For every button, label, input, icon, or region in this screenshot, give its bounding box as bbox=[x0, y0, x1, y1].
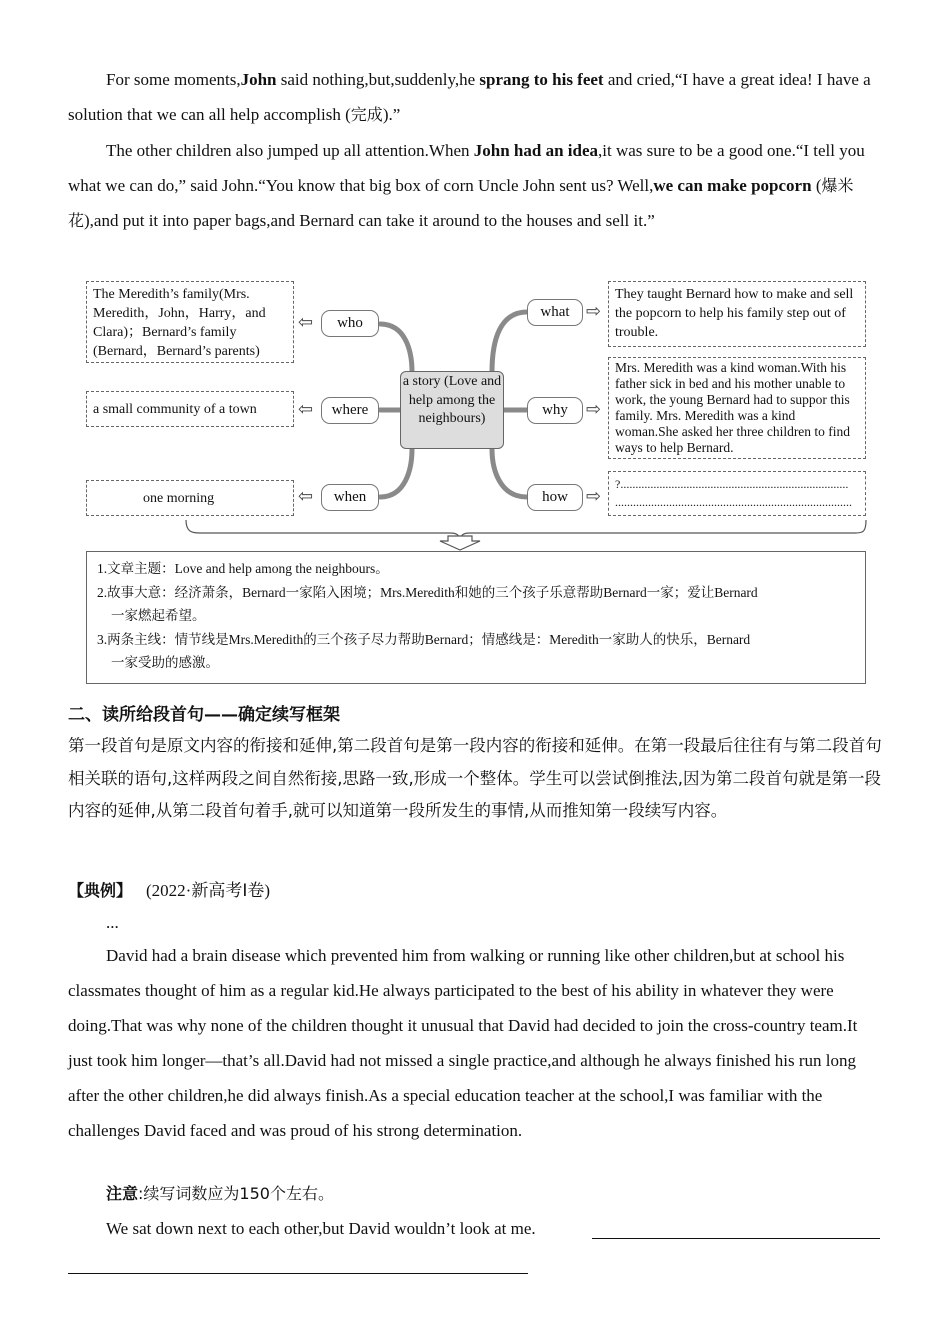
answer-line-1[interactable] bbox=[592, 1238, 880, 1239]
when-box: one morning bbox=[86, 480, 294, 516]
passage-paragraph-1: For some moments,John said nothing,but,suddenly,he sprang to his feet and cried,“I have a great idea! I have a solution that we can all help accomplish (完成).” bbox=[68, 70, 871, 124]
when-label: when bbox=[321, 484, 379, 511]
story-center-node: a story (Love and help among the neighbours) bbox=[400, 371, 504, 449]
where-label: where bbox=[321, 397, 379, 424]
why-label: why bbox=[527, 397, 583, 424]
summary-line-2: 2.故事大意：经济萧条，Bernard一家陷入困境；Mrs.Meredith和她的三个孩子乐意帮助Bernard一家；爱让Bernard bbox=[97, 584, 758, 600]
note-text: :续写词数应为150个左右。 bbox=[138, 1184, 334, 1203]
continuation-prompt: We sat down next to each other,but David wouldn’t look at me. bbox=[106, 1219, 536, 1238]
example-source: (2022·新高考Ⅰ卷) bbox=[146, 881, 271, 900]
answer-line-2[interactable] bbox=[68, 1273, 528, 1274]
section-heading: 二、读所给段首句——确定续写框架 bbox=[68, 705, 340, 725]
how-line-2: ............................................................................... bbox=[615, 495, 852, 509]
where-arrow-icon: ⇦ bbox=[298, 399, 314, 420]
how-box bbox=[608, 471, 866, 516]
why-box: Mrs. Meredith was a kind woman.With his father sick in bed and his mother unable to work, the young Bernard had to suppor this family. Mrs. Meredith was a kind woman.She asked her three children to find ways to help Bernard. bbox=[608, 357, 866, 459]
what-label: what bbox=[527, 299, 583, 326]
note-label: 注意 bbox=[106, 1184, 139, 1203]
summary-line-3: 3.两条主线：情节线是Mrs.Meredith的三个孩子尽力帮助Bernard；情感线是：Meredith一家助人的快乐，Bernard bbox=[97, 631, 751, 647]
who-box: The Meredith’s family(Mrs. Meredith，John，Harry，and Clara)；Bernard’s family (Bernard，Bernard’s parents) bbox=[86, 281, 294, 363]
summary-line-1: 1.文章主题：Love and help among the neighbours。 bbox=[97, 561, 389, 576]
what-box: They taught Bernard how to make and sell the popcorn to help his family step out of trouble. bbox=[608, 281, 866, 347]
passage-paragraph-2: The other children also jumped up all attention.When John had an idea,it was sure to be a good one.“I tell you what we can do,” said John.“You know that big box of corn Uncle John sent us? Well,we can make popcorn (爆米花),and put it into paper bags,and Bernard can take it around to the houses and sell it.” bbox=[68, 141, 865, 230]
section-body: 第一段首句是原文内容的衔接和延伸,第二段首句是第一段内容的衔接和延伸。在第一段最后往往有与第二段首句相关联的语句,这样两段之间自然衔接,思路一致,形成一个整体。学生可以尝试倒推法,因为第二段首句就是第一段内容的延伸,从第二段首句着手,就可以知道第一段所发生的事情,从而推知第一段续写内容。 bbox=[68, 736, 882, 820]
who-label: who bbox=[321, 310, 379, 337]
what-arrow-icon: ⇨ bbox=[586, 301, 602, 322]
how-arrow-icon: ⇨ bbox=[586, 486, 602, 507]
when-arrow-icon: ⇦ bbox=[298, 486, 314, 507]
summary-box bbox=[86, 551, 866, 684]
example-label: 【典例】 bbox=[68, 881, 133, 900]
summary-line-3-cont: 一家受助的感激。 bbox=[111, 655, 219, 670]
why-arrow-icon: ⇨ bbox=[586, 399, 602, 420]
example-heading bbox=[68, 876, 270, 901]
note bbox=[106, 1176, 806, 1211]
where-box: a small community of a town bbox=[86, 391, 294, 427]
how-line-1: ?............................................................................ bbox=[615, 477, 849, 491]
who-arrow-icon: ⇦ bbox=[298, 312, 314, 333]
example-paragraph: David had a brain disease which prevented him from walking or running like other children,but at school his classmates thought of him as a regular kid.He always participated to the best of his ability in whatever they were doing.That was why none of the children thought it unusual that David had decided to join the cross-country team.It just took him longer—that’s all.David had not missed a single practice,and although he always finished his run long after the other children,he did always finish.As a special education teacher at the school,I was familiar with the challenges David faced and was proud of his strong determination. bbox=[68, 946, 858, 1140]
summary-line-2-cont: 一家燃起希望。 bbox=[111, 608, 206, 623]
example-ellipsis: ... bbox=[106, 913, 119, 932]
how-label: how bbox=[527, 484, 583, 511]
